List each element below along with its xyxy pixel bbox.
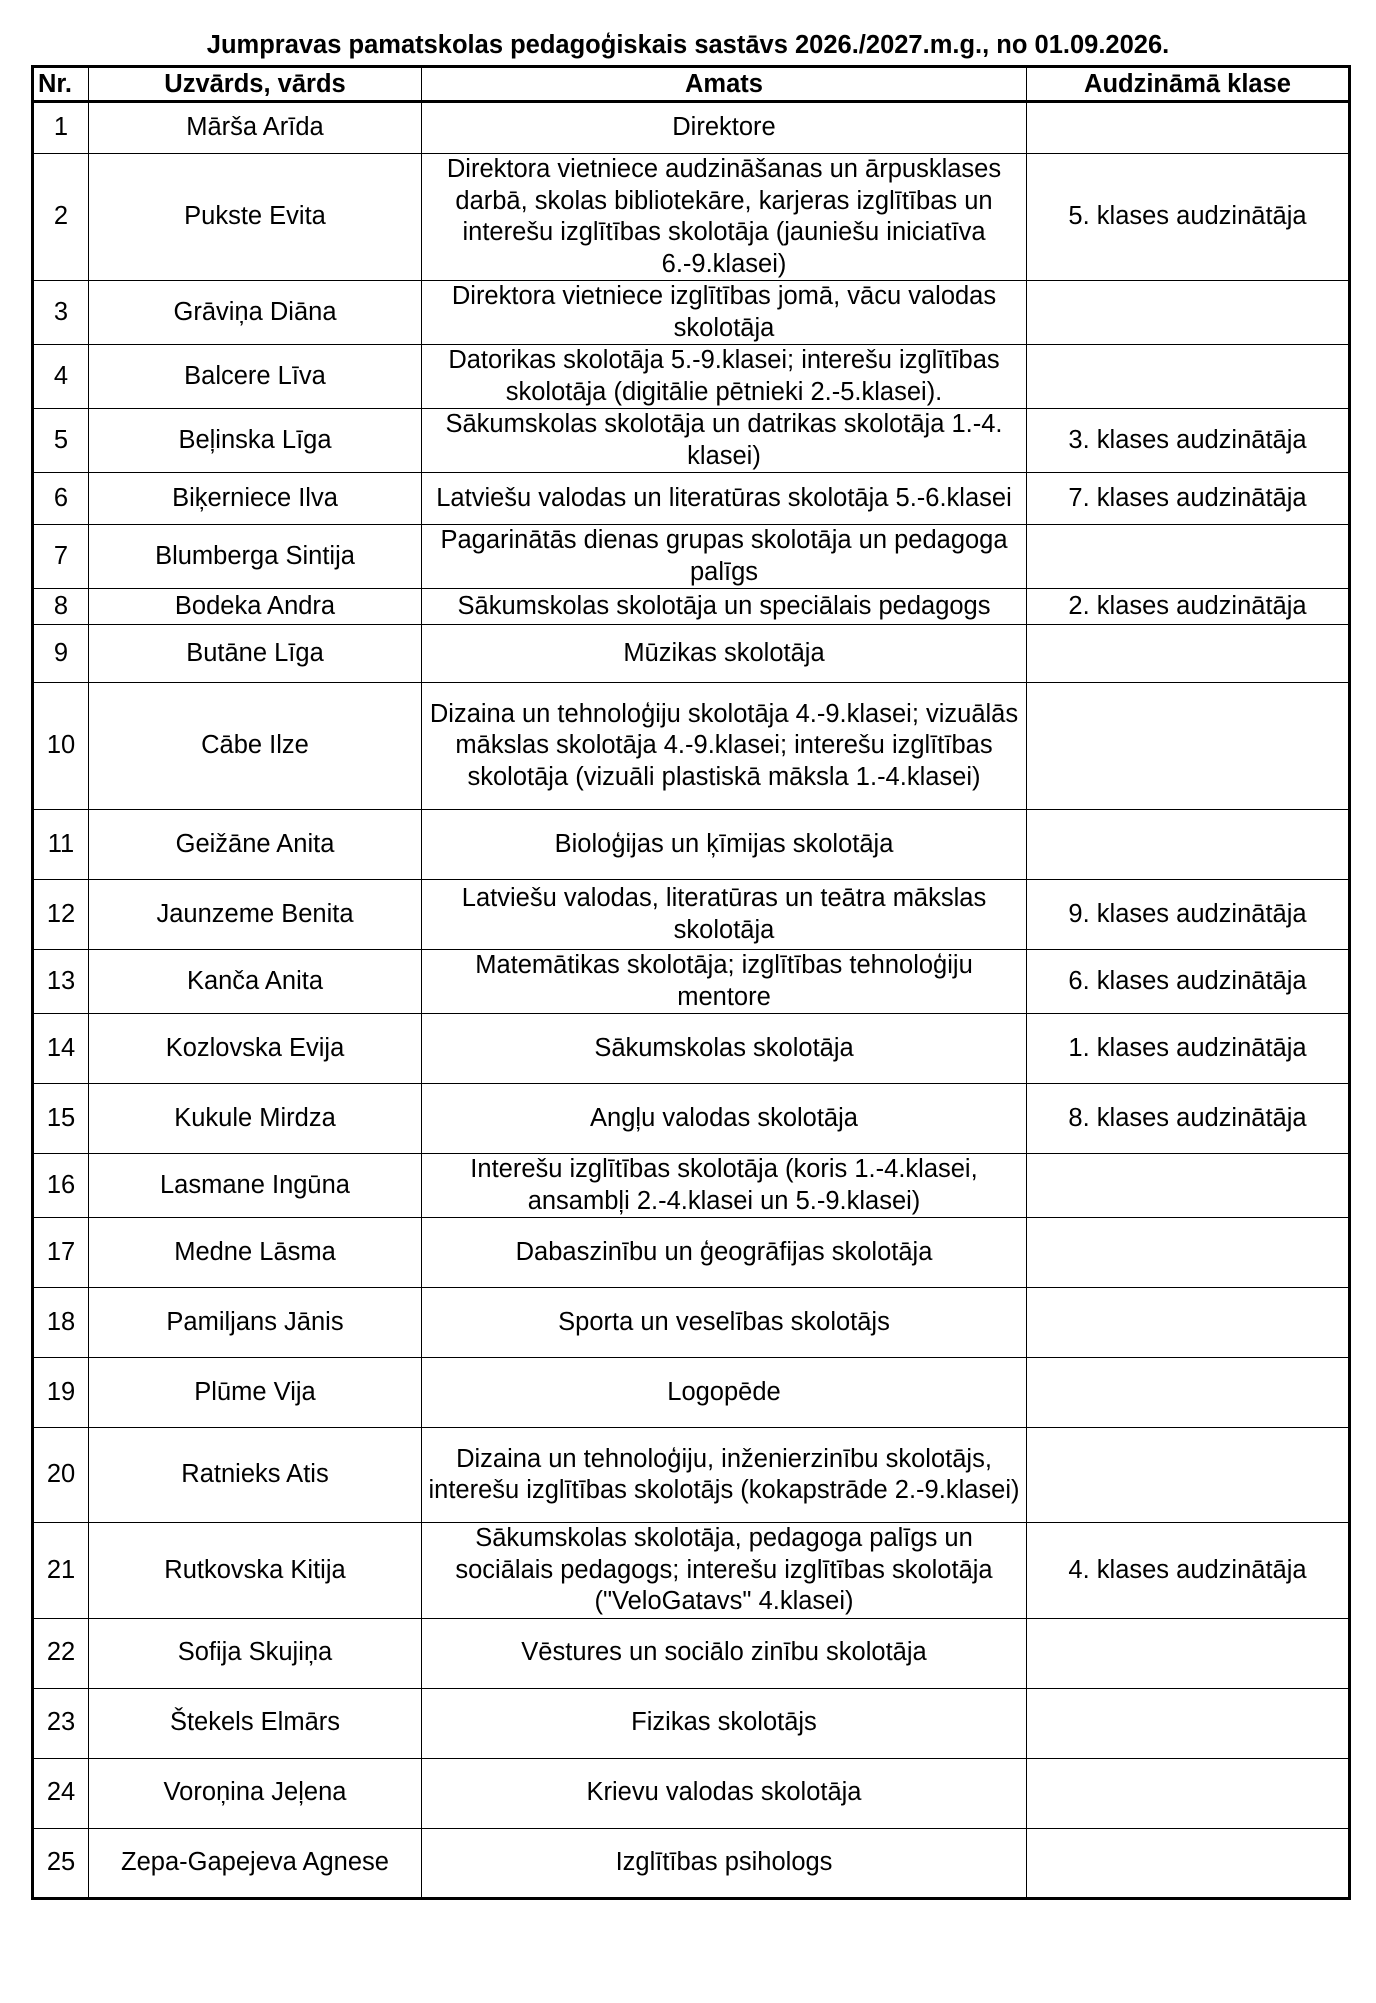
cell-name: Sofija Skujiņa — [89, 1618, 422, 1688]
cell-name: Beļinska Līga — [89, 409, 422, 473]
cell-nr: 17 — [33, 1218, 89, 1288]
cell-role: Izglītības psihologs — [422, 1828, 1027, 1898]
cell-class — [1027, 102, 1350, 154]
cell-class: 9. klases audzinātāja — [1027, 880, 1350, 950]
header-class: Audzināmā klase — [1027, 67, 1350, 102]
cell-name: Plūme Vija — [89, 1358, 422, 1428]
table-row — [33, 1358, 1350, 1428]
cell-class — [1027, 1288, 1350, 1358]
cell-role: Datorikas skolotāja 5.-9.klasei; interešu izglītības skolotāja (digitālie pētnieki 2.-5.klasei). — [422, 345, 1027, 409]
cell-name: Rutkovska Kitija — [89, 1523, 422, 1619]
cell-role: Mūzikas skolotāja — [422, 625, 1027, 683]
table-row — [33, 683, 1350, 810]
cell-name: Ratnieks Atis — [89, 1428, 422, 1523]
cell-role: Dizaina un tehnoloģiju skolotāja 4.-9.klasei; vizuālās mākslas skolotāja 4.-9.klasei; interešu izglītības skolotāja (vizuāli plastiskā māksla 1.-4.klasei) — [422, 683, 1027, 810]
cell-role: Dizaina un tehnoloģiju, inženierzinību skolotājs, interešu izglītības skolotājs (kokapstrāde 2.-9.klasei) — [422, 1428, 1027, 1523]
cell-role: Vēstures un sociālo zinību skolotāja — [422, 1618, 1027, 1688]
cell-class — [1027, 1688, 1350, 1758]
cell-class — [1027, 683, 1350, 810]
cell-nr: 7 — [33, 525, 89, 589]
cell-role: Interešu izglītības skolotāja (koris 1.-4.klasei, ansambļi 2.-4.klasei un 5.-9.klasei) — [422, 1154, 1027, 1218]
cell-name: Zepa-Gapejeva Agnese — [89, 1828, 422, 1898]
cell-nr: 9 — [33, 625, 89, 683]
header-nr: Nr. — [33, 67, 89, 102]
cell-nr: 21 — [33, 1523, 89, 1619]
table-row — [33, 473, 1350, 525]
cell-nr: 18 — [33, 1288, 89, 1358]
table-body — [33, 102, 1350, 1899]
cell-nr: 13 — [33, 950, 89, 1014]
cell-nr: 22 — [33, 1618, 89, 1688]
cell-class — [1027, 525, 1350, 589]
cell-nr: 24 — [33, 1758, 89, 1828]
cell-class: 1. klases audzinātāja — [1027, 1014, 1350, 1084]
cell-name: Bodeka Andra — [89, 589, 422, 625]
cell-role: Sākumskolas skolotāja un speciālais pedagogs — [422, 589, 1027, 625]
table-row — [33, 409, 1350, 473]
cell-role: Dabaszinību un ģeogrāfijas skolotāja — [422, 1218, 1027, 1288]
cell-nr: 20 — [33, 1428, 89, 1523]
cell-name: Blumberga Sintija — [89, 525, 422, 589]
table-row — [33, 1523, 1350, 1619]
cell-name: Biķerniece Ilva — [89, 473, 422, 525]
table-row — [33, 1288, 1350, 1358]
cell-class — [1027, 1358, 1350, 1428]
table-row — [33, 1828, 1350, 1898]
cell-role: Angļu valodas skolotāja — [422, 1084, 1027, 1154]
cell-name: Kanča Anita — [89, 950, 422, 1014]
cell-nr: 1 — [33, 102, 89, 154]
cell-role: Fizikas skolotājs — [422, 1688, 1027, 1758]
cell-name: Balcere Līva — [89, 345, 422, 409]
cell-name: Kozlovska Evija — [89, 1014, 422, 1084]
cell-nr: 11 — [33, 810, 89, 880]
cell-role: Krievu valodas skolotāja — [422, 1758, 1027, 1828]
cell-nr: 15 — [33, 1084, 89, 1154]
table-row — [33, 525, 1350, 589]
table-row — [33, 950, 1350, 1014]
page-title: Jumpravas pamatskolas pedagoģiskais sastāvs 2026./2027.m.g., no 01.09.2026. — [206, 31, 1170, 59]
cell-name: Pukste Evita — [89, 154, 422, 281]
table-row — [33, 625, 1350, 683]
cell-name: Cābe Ilze — [89, 683, 422, 810]
cell-role: Bioloģijas un ķīmijas skolotāja — [422, 810, 1027, 880]
table-row — [33, 1428, 1350, 1523]
cell-name: Jaunzeme Benita — [89, 880, 422, 950]
cell-role: Pagarinātās dienas grupas skolotāja un pedagoga palīgs — [422, 525, 1027, 589]
cell-nr: 25 — [33, 1828, 89, 1898]
cell-nr: 23 — [33, 1688, 89, 1758]
cell-nr: 10 — [33, 683, 89, 810]
table-row — [33, 154, 1350, 281]
cell-name: Medne Lāsma — [89, 1218, 422, 1288]
cell-class: 5. klases audzinātāja — [1027, 154, 1350, 281]
table-row — [33, 589, 1350, 625]
cell-class — [1027, 1218, 1350, 1288]
cell-class: 7. klases audzinātāja — [1027, 473, 1350, 525]
cell-class — [1027, 1428, 1350, 1523]
table-row — [33, 1688, 1350, 1758]
cell-nr: 5 — [33, 409, 89, 473]
cell-role: Sākumskolas skolotāja, pedagoga palīgs un sociālais pedagogs; interešu izglītības skolotāja ("VeloGatavs" 4.klasei) — [422, 1523, 1027, 1619]
cell-nr: 3 — [33, 281, 89, 345]
cell-nr: 16 — [33, 1154, 89, 1218]
cell-nr: 12 — [33, 880, 89, 950]
cell-class — [1027, 625, 1350, 683]
cell-class — [1027, 1828, 1350, 1898]
staff-table — [31, 65, 1351, 1900]
table-row — [33, 1218, 1350, 1288]
cell-role: Sākumskolas skolotāja — [422, 1014, 1027, 1084]
cell-nr: 4 — [33, 345, 89, 409]
table-header — [33, 67, 1350, 102]
cell-name: Kukule Mirdza — [89, 1084, 422, 1154]
cell-nr: 6 — [33, 473, 89, 525]
cell-name: Voroņina Jeļena — [89, 1758, 422, 1828]
cell-name: Geižāne Anita — [89, 810, 422, 880]
cell-class — [1027, 1758, 1350, 1828]
cell-class: 6. klases audzinātāja — [1027, 950, 1350, 1014]
cell-role: Sākumskolas skolotāja un datrikas skolotāja 1.-4. klasei) — [422, 409, 1027, 473]
table-row — [33, 345, 1350, 409]
cell-class: 2. klases audzinātāja — [1027, 589, 1350, 625]
cell-class: 4. klases audzinātāja — [1027, 1523, 1350, 1619]
cell-role: Latviešu valodas, literatūras un teātra mākslas skolotāja — [422, 880, 1027, 950]
cell-nr: 2 — [33, 154, 89, 281]
cell-nr: 19 — [33, 1358, 89, 1428]
header-role: Amats — [422, 67, 1027, 102]
cell-role: Latviešu valodas un literatūras skolotāja 5.-6.klasei — [422, 473, 1027, 525]
cell-role: Matemātikas skolotāja; izglītības tehnoloģiju mentore — [422, 950, 1027, 1014]
cell-name: Lasmane Ingūna — [89, 1154, 422, 1218]
table-row — [33, 1154, 1350, 1218]
table-row — [33, 810, 1350, 880]
cell-role: Direktore — [422, 102, 1027, 154]
cell-class — [1027, 281, 1350, 345]
table-row — [33, 1618, 1350, 1688]
header-name: Uzvārds, vārds — [89, 67, 422, 102]
table-row — [33, 1084, 1350, 1154]
table-row — [33, 281, 1350, 345]
cell-class — [1027, 345, 1350, 409]
cell-class — [1027, 1154, 1350, 1218]
cell-name: Pamiljans Jānis — [89, 1288, 422, 1358]
table-row — [33, 1014, 1350, 1084]
cell-name: Butāne Līga — [89, 625, 422, 683]
table-row — [33, 880, 1350, 950]
cell-role: Logopēde — [422, 1358, 1027, 1428]
cell-class — [1027, 1618, 1350, 1688]
cell-role: Sporta un veselības skolotājs — [422, 1288, 1027, 1358]
cell-name: Mārša Arīda — [89, 102, 422, 154]
cell-class: 8. klases audzinātāja — [1027, 1084, 1350, 1154]
cell-nr: 8 — [33, 589, 89, 625]
table-row — [33, 1758, 1350, 1828]
cell-class — [1027, 810, 1350, 880]
cell-role: Direktora vietniece izglītības jomā, vācu valodas skolotāja — [422, 281, 1027, 345]
cell-class: 3. klases audzinātāja — [1027, 409, 1350, 473]
cell-name: Grāviņa Diāna — [89, 281, 422, 345]
table-row — [33, 102, 1350, 154]
cell-name: Štekels Elmārs — [89, 1688, 422, 1758]
cell-nr: 14 — [33, 1014, 89, 1084]
cell-role: Direktora vietniece audzināšanas un ārpusklases darbā, skolas bibliotekāre, karjeras izglītības un interešu izglītības skolotāja (jauniešu iniciatīva 6.-9.klasei) — [422, 154, 1027, 281]
